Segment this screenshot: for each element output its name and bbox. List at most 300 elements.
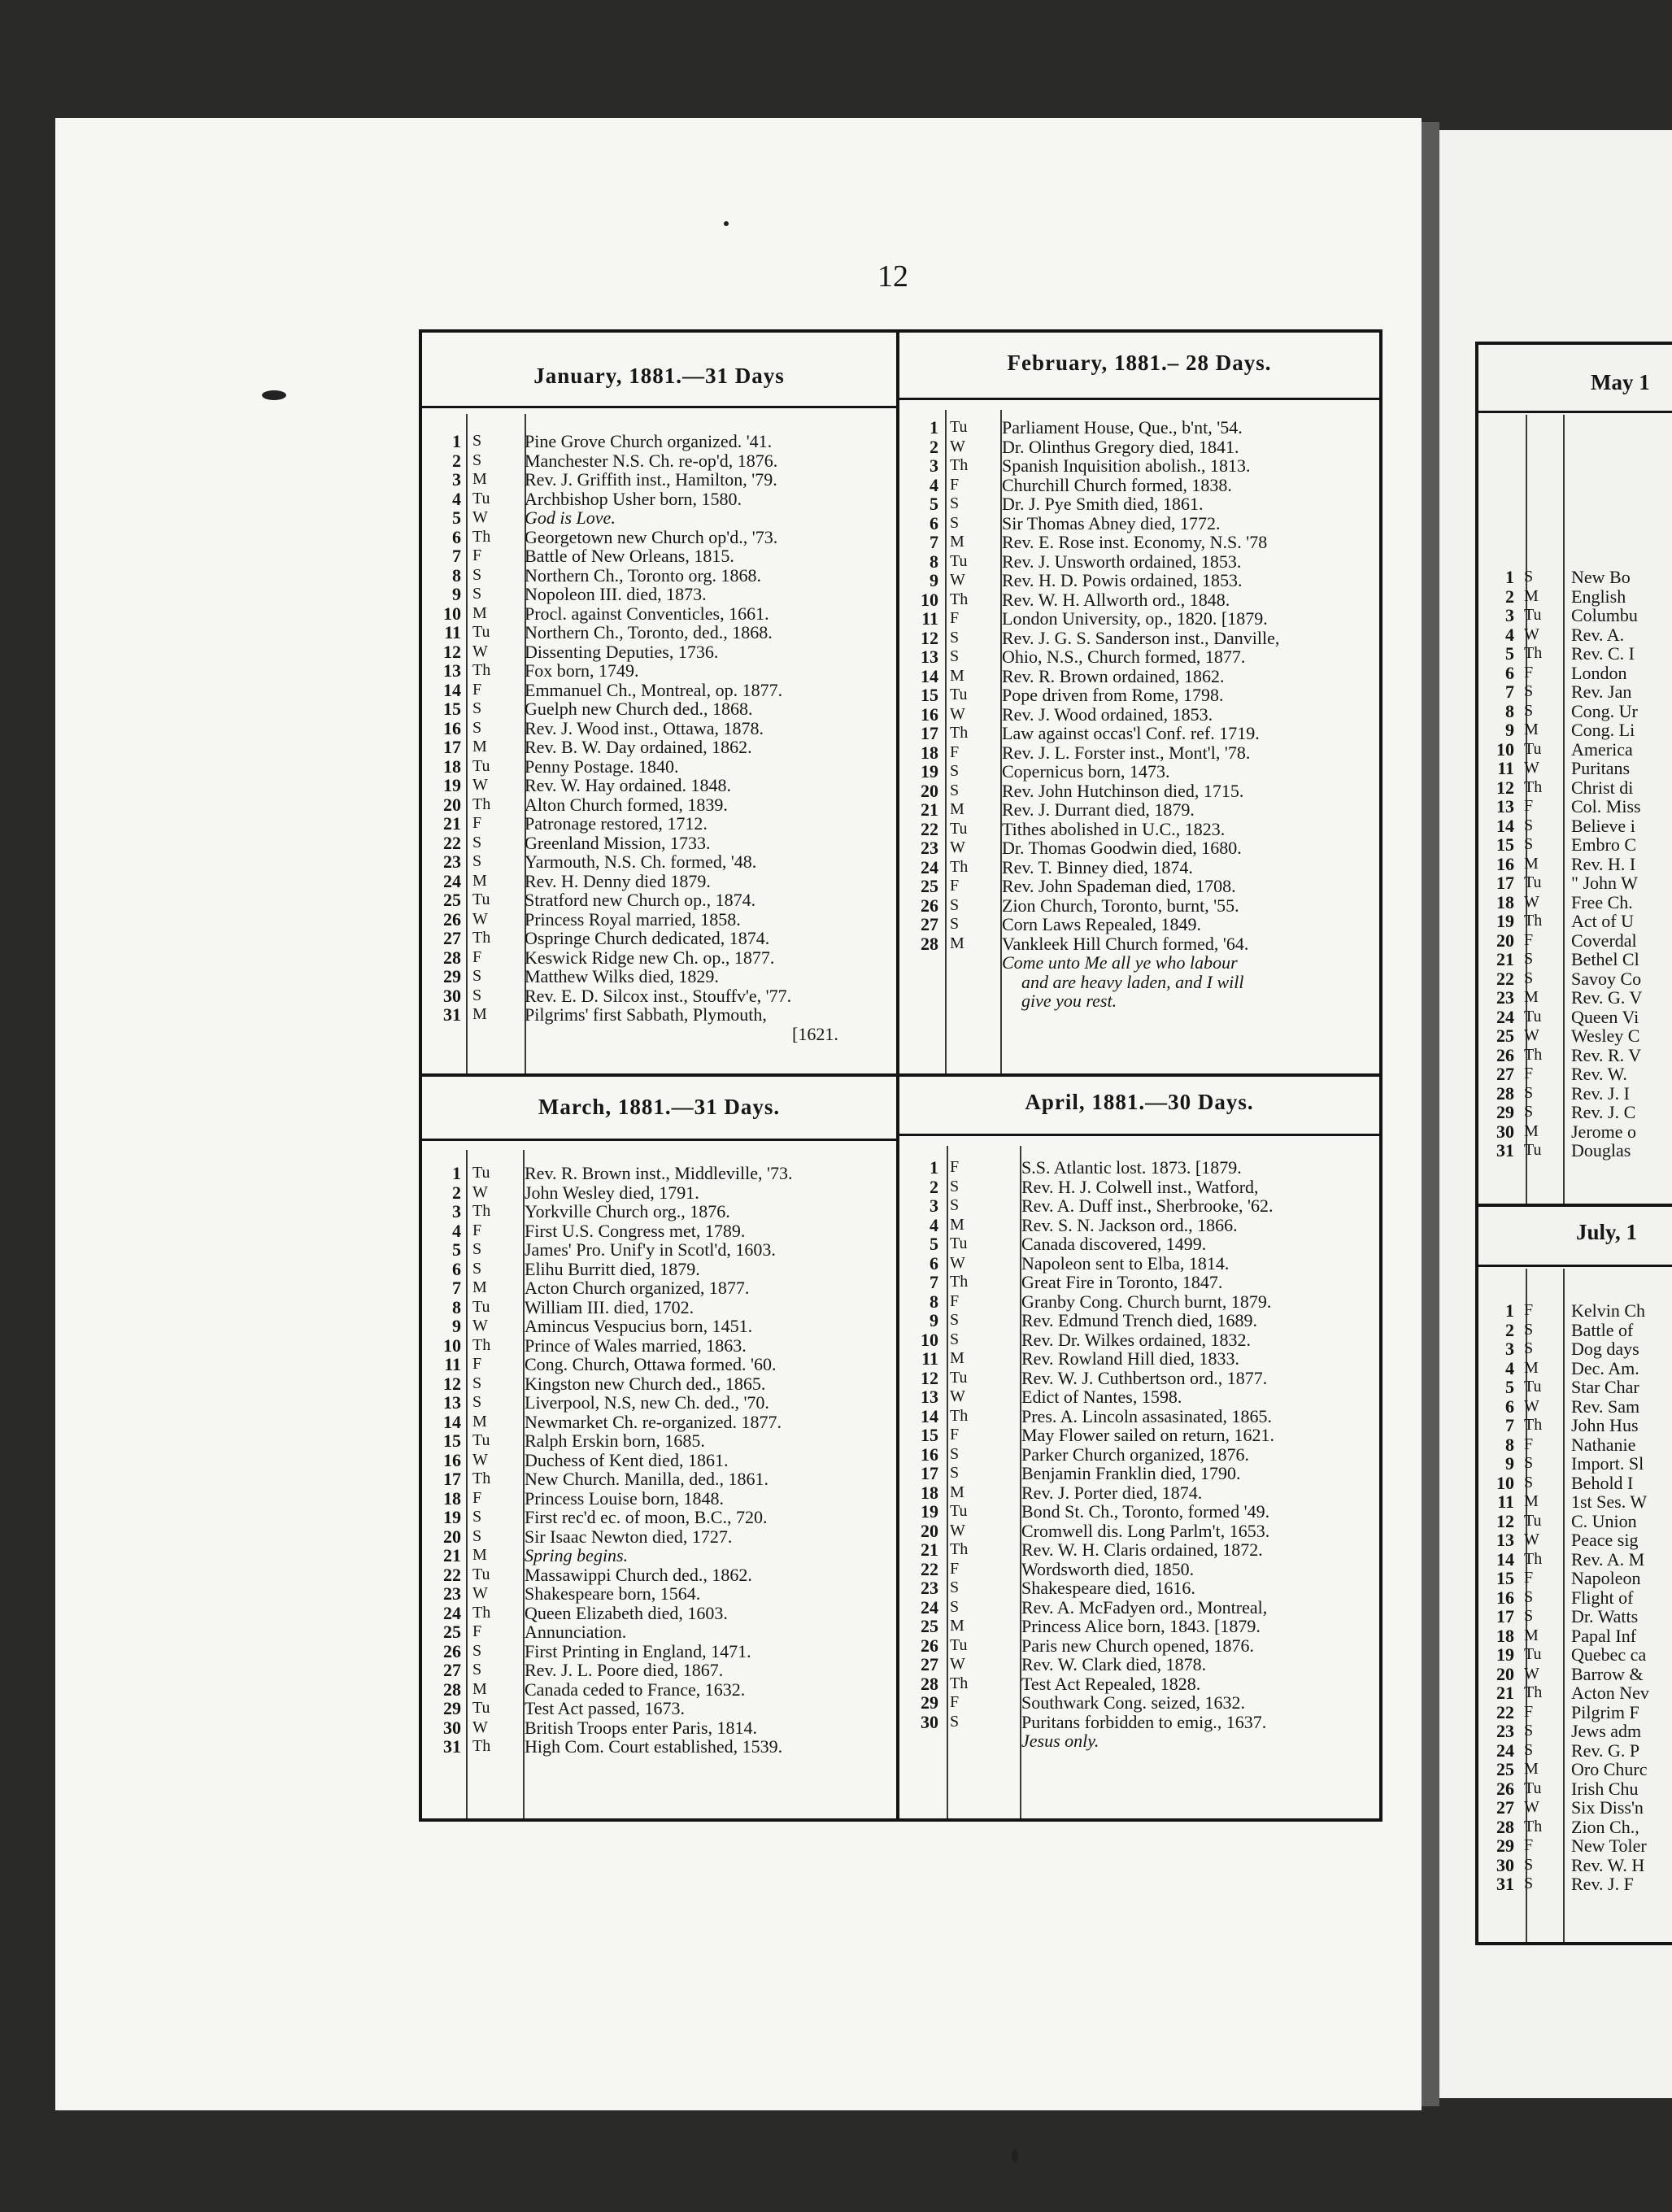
calendar-row — [899, 782, 1379, 801]
weekday: S — [950, 647, 960, 665]
event-text: Matthew Wilks died, 1829. — [525, 966, 719, 986]
weekday: F — [1524, 1569, 1534, 1587]
event-text: Rev. H. D. Powis ordained, 1853. — [1002, 570, 1243, 590]
day-number: 20 — [443, 1526, 461, 1547]
day-number: 23 — [443, 1583, 461, 1604]
weekday: S — [950, 1464, 960, 1482]
calendar-row — [422, 585, 896, 604]
weekday: F — [472, 546, 482, 564]
weekday: Th — [950, 1406, 969, 1425]
day-number: 25 — [1496, 1025, 1514, 1046]
calendar-row — [422, 1508, 896, 1527]
day-number: 17 — [443, 1469, 461, 1489]
event-text: Canada ceded to France, 1632. — [525, 1679, 746, 1700]
calendar-row — [1482, 664, 1672, 683]
day-number: 26 — [1496, 1778, 1514, 1799]
event-text: Parliament House, Que., b'nt, '54. — [1002, 417, 1243, 438]
event-text: Procl. against Conventicles, 1661. — [525, 603, 769, 624]
weekday: Tu — [472, 1565, 490, 1583]
event-text: Irish Chu — [1571, 1778, 1639, 1799]
day-number: 12 — [1496, 777, 1514, 798]
event-text: Rev. R. Brown inst., Middleville, '73. — [525, 1163, 793, 1183]
day-number: 9 — [1505, 1453, 1514, 1474]
calendar-row — [422, 1202, 896, 1221]
event-text: Acton Church organized, 1877. — [525, 1278, 750, 1298]
day-number: 18 — [1496, 1625, 1514, 1646]
day-number: 20 — [1496, 930, 1514, 951]
calendar-row — [422, 1642, 896, 1661]
event-text: Manchester N.S. Ch. re-op'd, 1876. — [525, 450, 778, 471]
event-text: Rev. J. Wood inst., Ottawa, 1878. — [525, 717, 764, 738]
calendar-row — [899, 991, 1379, 1011]
calendar-row — [422, 776, 896, 795]
april-title: April, 1881.—30 Days. — [1025, 1090, 1254, 1114]
day-number: 31 — [1496, 1874, 1514, 1894]
day-number: 6 — [930, 1252, 938, 1274]
event-text: Rev. John Hutchinson died, 1715. — [1002, 780, 1244, 801]
day-number: 7 — [452, 546, 461, 566]
weekday: S — [1524, 950, 1534, 968]
calendar-row — [899, 1216, 1379, 1235]
weekday: Tu — [1524, 1141, 1542, 1159]
day-number: 21 — [1496, 949, 1514, 969]
event-text: Rev. T. Binney died, 1874. — [1002, 856, 1193, 877]
day-number: 11 — [921, 608, 938, 629]
title-rule — [422, 1139, 896, 1141]
event-text: Test Act Repealed, 1828. — [1021, 1673, 1201, 1694]
event-text: Rev. J. C — [1571, 1102, 1636, 1122]
weekday: M — [472, 871, 487, 890]
calendar-row — [1482, 682, 1672, 702]
calendar-row — [422, 1298, 896, 1317]
calendar-row — [899, 552, 1379, 572]
calendar-row — [422, 1718, 896, 1738]
event-text: Rev. J. F — [1571, 1874, 1634, 1894]
calendar-row — [422, 795, 896, 815]
weekday: Th — [1524, 1683, 1543, 1701]
weekday: Tu — [950, 551, 968, 570]
calendar-row — [899, 456, 1379, 476]
weekday: Th — [950, 1540, 969, 1558]
day-number: 23 — [1496, 987, 1514, 1008]
next-page-rule — [1475, 411, 1672, 413]
next-page-frame-left — [1475, 342, 1478, 1945]
day-number: 18 — [921, 1482, 938, 1503]
event-text: Columbu — [1571, 605, 1638, 625]
weekday: W — [950, 571, 965, 589]
event-text: Northern Ch., Toronto, ded., 1868. — [525, 622, 773, 642]
day-number: 3 — [1505, 1339, 1514, 1359]
calendar-row — [899, 896, 1379, 916]
calendar-row — [899, 762, 1379, 782]
day-number: 12 — [921, 1367, 938, 1388]
event-text: Southwark Cong. seized, 1632. — [1021, 1692, 1245, 1713]
day-number: 29 — [1496, 1835, 1514, 1856]
event-text: Rev. R. Brown ordained, 1862. — [1002, 665, 1225, 686]
weekday: M — [950, 1617, 964, 1635]
event-text: Sir Isaac Newton died, 1727. — [525, 1526, 733, 1547]
weekday: S — [472, 585, 482, 603]
day-number: 18 — [443, 1487, 461, 1509]
weekday: Tu — [950, 819, 968, 838]
calendar-row — [1482, 1760, 1672, 1779]
weekday: F — [472, 1488, 482, 1507]
day-number: 27 — [1496, 1064, 1514, 1084]
day-number: 20 — [921, 780, 938, 801]
calendar-row — [422, 1470, 896, 1489]
event-text: Douglas — [1571, 1140, 1631, 1160]
day-number: 14 — [921, 665, 938, 686]
event-text: Rev. W. Clark died, 1878. — [1021, 1654, 1207, 1674]
event-text: Barrow & — [1571, 1663, 1644, 1684]
weekday: W — [472, 1718, 488, 1736]
calendar-row — [422, 1164, 896, 1183]
weekday: M — [472, 1278, 487, 1296]
day-number: 1 — [930, 417, 938, 438]
event-text: New Church. Manilla, ded., 1861. — [525, 1469, 769, 1489]
event-text: Spanish Inquisition abolish., 1813. — [1002, 455, 1251, 476]
event-text: Sir Thomas Abney died, 1772. — [1002, 512, 1221, 533]
event-text: Rev. J. L. Poore died, 1867. — [525, 1660, 724, 1680]
day-number: 3 — [452, 469, 461, 490]
calendar-row — [1482, 950, 1672, 969]
weekday: Tu — [950, 1502, 968, 1520]
calendar-row — [899, 494, 1379, 514]
weekday: S — [1524, 1454, 1534, 1472]
weekday: S — [472, 1393, 482, 1411]
day-number: 4 — [452, 488, 461, 509]
day-number: 11 — [921, 1348, 938, 1369]
day-number: 6 — [1505, 1396, 1514, 1417]
day-number: 28 — [443, 947, 461, 968]
weekday: S — [472, 986, 482, 1004]
calendar-row — [899, 838, 1379, 858]
may-title: May 1 — [1591, 370, 1650, 394]
march-section — [422, 1077, 896, 1818]
calendar-row — [1482, 625, 1672, 645]
day-number: 13 — [1496, 796, 1514, 816]
day-number: 7 — [452, 1278, 461, 1298]
weekday: W — [472, 776, 488, 794]
weekday: M — [950, 1215, 964, 1234]
day-number: 21 — [921, 799, 938, 820]
event-text: Peace sig — [1571, 1530, 1639, 1550]
weekday: M — [950, 666, 964, 685]
day-number: 24 — [1496, 1006, 1514, 1027]
day-number: 20 — [921, 1520, 938, 1541]
day-number: 2 — [1505, 1319, 1514, 1340]
calendar-row — [1482, 1301, 1672, 1321]
weekday: Tu — [472, 1297, 490, 1316]
weekday: Th — [1524, 912, 1543, 930]
calendar-row — [422, 1005, 896, 1025]
day-number: 10 — [443, 603, 461, 624]
event-text: Pine Grove Church organized. '41. — [525, 431, 773, 451]
calendar-row — [1482, 740, 1672, 760]
day-number: 8 — [930, 1291, 938, 1312]
day-number: 16 — [443, 1449, 461, 1470]
event-text: Emmanuel Ch., Montreal, op. 1877. — [525, 679, 783, 700]
day-number: 19 — [443, 775, 461, 795]
day-number: 9 — [452, 584, 461, 604]
calendar-row — [1482, 1531, 1672, 1550]
event-text: Papal Inf — [1571, 1625, 1637, 1646]
day-number: 11 — [444, 622, 461, 642]
weekday: Th — [472, 1737, 491, 1755]
calendar-row — [899, 1522, 1379, 1541]
weekday: S — [950, 1330, 960, 1348]
day-number: 5 — [452, 507, 461, 528]
event-text: Savoy Co — [1571, 968, 1642, 989]
weekday: F — [1524, 1836, 1534, 1854]
event-text: Free Ch. — [1571, 891, 1633, 912]
day-number: 14 — [921, 1405, 938, 1426]
day-number: 8 — [452, 1296, 461, 1317]
weekday: F — [472, 947, 482, 966]
day-number: 22 — [1496, 1701, 1514, 1722]
event-text: Embro C — [1571, 834, 1637, 855]
day-number: 2 — [452, 450, 461, 471]
day-number: 23 — [1496, 1721, 1514, 1741]
calendar-row — [1482, 931, 1672, 951]
day-number: 3 — [930, 455, 938, 476]
weekday: F — [472, 680, 482, 699]
weekday: Th — [472, 1335, 491, 1354]
weekday: W — [1524, 1531, 1539, 1548]
weekday: Tu — [1524, 1645, 1542, 1663]
day-number: 26 — [1496, 1044, 1514, 1065]
weekday: Tu — [472, 1699, 490, 1717]
event-text: Elihu Burritt died, 1879. — [525, 1258, 700, 1279]
weekday: W — [472, 909, 488, 928]
calendar-row — [1482, 835, 1672, 855]
event-text: Ohio, N.S., Church formed, 1877. — [1002, 647, 1246, 667]
day-number: 31 — [1496, 1140, 1514, 1160]
event-text: Dec. Am. — [1571, 1357, 1639, 1378]
weekday: M — [472, 738, 487, 755]
day-number: 21 — [921, 1539, 938, 1560]
calendar-row — [899, 438, 1379, 457]
event-text: First U.S. Congress met, 1789. — [525, 1220, 746, 1241]
event-text: Newmarket Ch. re-organized. 1877. — [525, 1411, 782, 1432]
day-number: 28 — [921, 1673, 938, 1694]
event-text: Edict of Nantes, 1598. — [1021, 1387, 1182, 1407]
event-text: Battle of — [1571, 1319, 1634, 1340]
day-number: 20 — [1496, 1663, 1514, 1684]
day-number: 16 — [443, 717, 461, 738]
weekday: S — [472, 565, 482, 584]
weekday: Tu — [1524, 873, 1542, 891]
weekday: M — [1524, 988, 1539, 1006]
day-number: 22 — [443, 1564, 461, 1585]
weekday: M — [1524, 1626, 1539, 1644]
weekday: S — [472, 1641, 482, 1660]
day-number: 7 — [1505, 681, 1514, 702]
day-number: 4 — [1505, 1357, 1514, 1378]
calendar-row — [1482, 1645, 1672, 1665]
event-text: Rev. H. J. Colwell inst., Watford, — [1021, 1176, 1259, 1197]
event-text: Six Diss'n — [1571, 1797, 1644, 1818]
day-number: 12 — [443, 641, 461, 662]
weekday: S — [950, 513, 960, 532]
weekday: S — [1524, 1722, 1534, 1740]
calendar-row — [1482, 1359, 1672, 1378]
event-text: Jews adm — [1571, 1721, 1642, 1741]
day-number: 19 — [443, 1507, 461, 1527]
day-number: 19 — [921, 1501, 938, 1522]
weekday: Tu — [950, 1234, 968, 1252]
day-number: 23 — [921, 1578, 938, 1598]
weekday: W — [950, 437, 965, 455]
day-number: 8 — [452, 564, 461, 586]
event-text: " John W — [1571, 873, 1638, 893]
weekday: Th — [950, 857, 969, 876]
event-text: S.S. Atlantic lost. 1873. [1879. — [1021, 1157, 1242, 1178]
calendar-row — [1482, 1665, 1672, 1684]
event-text: Keswick Ridge new Ch. op., 1877. — [525, 947, 775, 968]
day-number: 11 — [444, 1354, 461, 1374]
weekday: S — [472, 699, 482, 717]
event-text: Amincus Vespucius born, 1451. — [525, 1316, 753, 1336]
calendar-row — [422, 1546, 896, 1565]
event-text: High Com. Court established, 1539. — [525, 1736, 783, 1757]
event-text: Wesley C — [1571, 1025, 1640, 1046]
next-page-frame-bottom — [1475, 1942, 1672, 1945]
day-number: 1 — [1505, 567, 1514, 587]
day-number: 5 — [930, 1234, 938, 1254]
calendar-row — [422, 1661, 896, 1680]
weekday: Th — [472, 661, 491, 679]
event-text: Churchill Church formed, 1838. — [1002, 474, 1232, 495]
weekday: S — [1524, 816, 1534, 834]
calendar-row — [1482, 1569, 1672, 1588]
calendar-row — [899, 858, 1379, 877]
weekday: Tu — [1524, 739, 1542, 758]
event-text: Rev. W. H. Allworth ord., 1848. — [1002, 589, 1230, 610]
event-text: Greenland Mission, 1733. — [525, 832, 711, 853]
weekday: M — [1524, 721, 1539, 738]
day-number: 26 — [921, 895, 938, 916]
weekday: F — [1524, 1435, 1534, 1453]
weekday: S — [950, 1444, 960, 1463]
calendar-row — [422, 470, 896, 490]
calendar-row — [1482, 1818, 1672, 1837]
calendar-row — [899, 973, 1379, 992]
weekday: F — [1524, 930, 1534, 949]
calendar-row — [899, 915, 1379, 934]
day-number: 10 — [1496, 738, 1514, 760]
event-text: Bond St. Ch., Toronto, formed '49. — [1021, 1501, 1270, 1522]
event-text: Jerome o — [1571, 1121, 1637, 1142]
day-number: 28 — [1496, 1082, 1514, 1104]
calendar-row — [1482, 988, 1672, 1008]
weekday: S — [1524, 835, 1534, 853]
event-text: Pilgrim F — [1571, 1701, 1639, 1722]
event-text: Dr. Thomas Goodwin died, 1680. — [1002, 838, 1242, 858]
day-number: 15 — [443, 1430, 461, 1451]
weekday: Th — [472, 929, 491, 947]
event-text: Rev. J. G. S. Sanderson inst., Danville, — [1002, 627, 1280, 648]
calendar-row — [899, 1483, 1379, 1503]
calendar-row — [1482, 1512, 1672, 1531]
day-number: 30 — [1496, 1854, 1514, 1875]
day-number: 14 — [1496, 1548, 1514, 1570]
calendar-row — [899, 1464, 1379, 1483]
calendar-row — [1482, 1474, 1672, 1493]
calendar-row — [422, 661, 896, 681]
calendar-row — [422, 699, 896, 719]
event-text: Kelvin Ch — [1571, 1300, 1646, 1321]
calendar-row — [899, 1713, 1379, 1732]
calendar-row — [1482, 1321, 1672, 1340]
day-number: 29 — [921, 1692, 938, 1713]
day-number: 12 — [1496, 1510, 1514, 1531]
event-text: Rev. A. — [1571, 624, 1625, 645]
calendar-row — [899, 877, 1379, 896]
day-number: 16 — [921, 703, 938, 725]
calendar-row — [422, 1699, 896, 1718]
next-page-frame-top — [1475, 342, 1672, 345]
day-number: 15 — [443, 699, 461, 719]
event-text: Rev. E. Rose inst. Economy, N.S. '78 — [1002, 532, 1268, 552]
calendar-row — [899, 1636, 1379, 1656]
event-text: Vankleek Hill Church formed, '64. — [1002, 933, 1249, 954]
event-text: Christ di — [1571, 777, 1634, 798]
event-text: Rev. H. Denny died 1879. — [525, 870, 711, 891]
event-text: Rev. W. H. Claris ordained, 1872. — [1021, 1539, 1263, 1560]
weekday: S — [472, 1259, 482, 1278]
calendar-row — [899, 647, 1379, 667]
calendar-row — [899, 667, 1379, 686]
event-text: Act of U — [1571, 911, 1634, 931]
weekday: F — [950, 609, 960, 627]
event-text: Dog days — [1571, 1339, 1639, 1359]
event-text: Zion Church, Toronto, burnt, '55. — [1002, 895, 1239, 916]
weekday: Tu — [950, 686, 968, 703]
calendar-row — [899, 1502, 1379, 1522]
event-text: Rev. Dr. Wilkes ordained, 1832. — [1021, 1329, 1252, 1350]
day-number: 13 — [921, 647, 938, 667]
day-number: 6 — [930, 512, 938, 533]
calendar-row — [422, 1317, 896, 1336]
weekday: S — [1524, 1875, 1534, 1892]
calendar-row — [899, 1578, 1379, 1598]
weekday: Tu — [472, 1164, 490, 1182]
calendar-row — [422, 681, 896, 700]
calendar-row — [899, 1311, 1379, 1330]
day-number: 17 — [443, 737, 461, 757]
day-number: 29 — [1496, 1102, 1514, 1122]
weekday: W — [1524, 1664, 1539, 1683]
calendar-row — [422, 1604, 896, 1623]
day-number: 21 — [1496, 1683, 1514, 1703]
day-number: 9 — [452, 1316, 461, 1336]
day-number: 27 — [1496, 1797, 1514, 1818]
day-number: 7 — [930, 532, 938, 552]
day-number: 17 — [921, 1463, 938, 1483]
weekday: Tu — [950, 418, 968, 436]
calendar-row — [422, 929, 896, 948]
calendar-row — [899, 800, 1379, 820]
event-text: John Hus — [1571, 1415, 1639, 1435]
calendar-row — [899, 1731, 1379, 1751]
calendar-row — [899, 629, 1379, 648]
weekday: F — [950, 742, 960, 761]
event-text: Kingston new Church ded., 1865. — [525, 1373, 766, 1394]
weekday: F — [1524, 1301, 1534, 1319]
event-text: Queen Vi — [1571, 1006, 1639, 1027]
day-number: 19 — [1496, 1644, 1514, 1665]
